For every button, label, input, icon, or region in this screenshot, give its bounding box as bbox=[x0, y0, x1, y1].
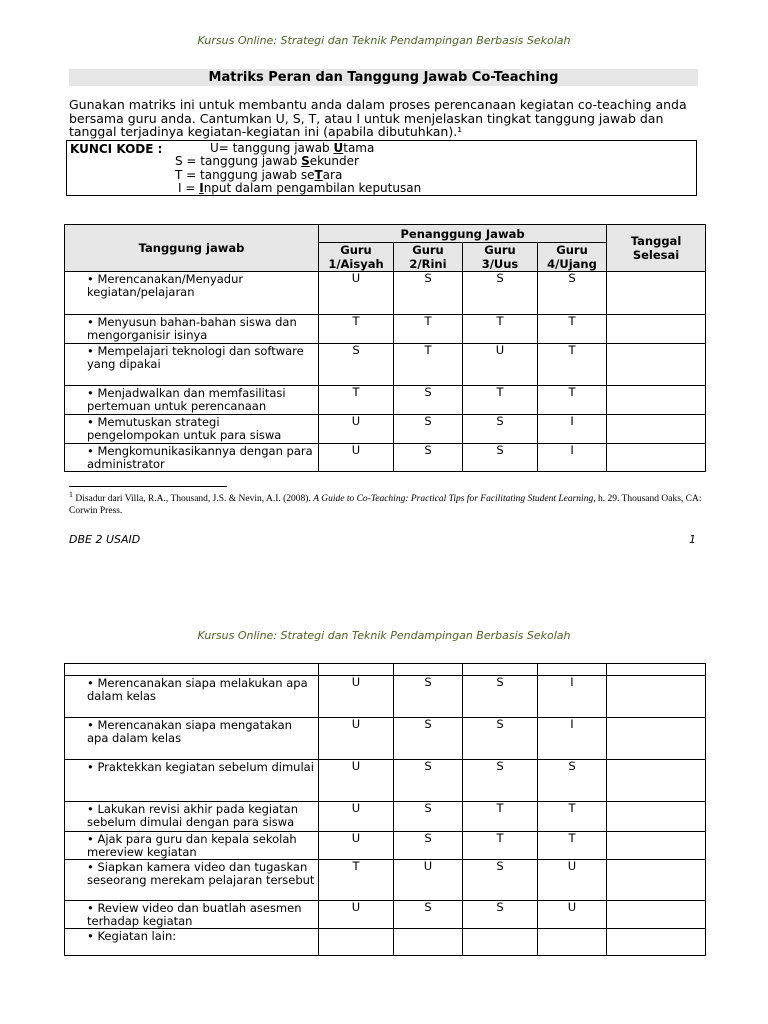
code-cell-teacher-3: S bbox=[463, 444, 538, 472]
responsibility-text: Merencanakan/Menyadur kegiatan/pelajaran bbox=[87, 272, 244, 299]
responsibility-text: Mengkomunikasikannya dengan para administrator bbox=[87, 444, 313, 471]
responsibility-text: Memutuskan strategi pengelompokan untuk para siswa bbox=[87, 415, 282, 442]
date-cell[interactable] bbox=[607, 901, 706, 929]
responsibility-matrix-page1 bbox=[64, 224, 706, 472]
code-cell-teacher-4: T bbox=[538, 802, 607, 832]
code-key-line: T = tanggung jawab seTara bbox=[175, 168, 343, 182]
code-cell-teacher-4: T bbox=[538, 315, 607, 344]
responsibility-text: Menyusun bahan-bahan siswa dan mengorganisir isinya bbox=[87, 315, 297, 342]
code-cell-teacher-4: U bbox=[538, 901, 607, 929]
responsibility-cell bbox=[65, 860, 319, 901]
responsibility-cell bbox=[65, 802, 319, 832]
code-cell-teacher-1: U bbox=[319, 676, 394, 718]
bullet-icon: • bbox=[87, 718, 98, 732]
responsibility-cell bbox=[65, 272, 319, 315]
code-cell-teacher-4: T bbox=[538, 386, 607, 415]
table-row bbox=[65, 760, 706, 802]
page-header: Kursus Online: Strategi dan Teknik Pendampingan Berbasis Sekolah bbox=[197, 629, 571, 642]
code-cell-teacher-3: S bbox=[463, 676, 538, 718]
code-cell-teacher-2: S bbox=[394, 272, 463, 315]
code-cell-teacher-3 bbox=[463, 929, 538, 956]
table-row bbox=[65, 272, 706, 315]
bullet-icon: • bbox=[87, 315, 98, 329]
page-header: Kursus Online: Strategi dan Teknik Pendampingan Berbasis Sekolah bbox=[197, 34, 571, 47]
intro-paragraph: Gunakan matriks ini untuk membantu anda dalam proses perencanaan kegiatan co-teaching anda bersama guru anda. Cantumkan U, S, T, atau I untuk menjelaskan tingkat tanggung jawab dan tanggal terjadinya kegiatan-kegiatan ini (apabila dibutuhkan).¹ bbox=[69, 97, 687, 139]
date-cell[interactable] bbox=[607, 272, 706, 315]
table-row bbox=[65, 929, 706, 956]
responsibility-text: Siapkan kamera video dan tugaskan seseorang merekam pelajaran tersebut bbox=[87, 860, 315, 887]
footnote-divider bbox=[69, 486, 227, 487]
responsibility-text: Review video dan buatlah asesmen terhadap kegiatan bbox=[87, 901, 302, 928]
responsibility-cell bbox=[65, 718, 319, 760]
code-cell-teacher-3: S bbox=[463, 415, 538, 444]
code-cell-teacher-3: S bbox=[463, 860, 538, 901]
header-teacher-1: Guru 1/Aisyah bbox=[319, 243, 394, 272]
bullet-icon: • bbox=[87, 802, 98, 816]
table-cell bbox=[463, 664, 538, 676]
code-cell-teacher-3: T bbox=[463, 832, 538, 860]
date-cell[interactable] bbox=[607, 760, 706, 802]
header-responsibility: Tanggung jawab bbox=[65, 225, 319, 272]
bullet-icon: • bbox=[87, 860, 98, 874]
table-row bbox=[65, 901, 706, 929]
code-cell-teacher-2: S bbox=[394, 802, 463, 832]
responsibility-cell bbox=[65, 444, 319, 472]
code-cell-teacher-4: S bbox=[538, 272, 607, 315]
code-cell-teacher-2: S bbox=[394, 718, 463, 760]
bullet-icon: • bbox=[87, 760, 98, 774]
table-cell bbox=[538, 664, 607, 676]
footer-label: DBE 2 USAID bbox=[69, 533, 141, 546]
responsibility-text: Praktekkan kegiatan sebelum dimulai bbox=[97, 760, 314, 774]
bullet-icon: • bbox=[87, 415, 98, 429]
table-row bbox=[65, 718, 706, 760]
responsibility-text: Lakukan revisi akhir pada kegiatan sebelum dimulai dengan para siswa bbox=[87, 802, 298, 829]
responsibility-cell bbox=[65, 315, 319, 344]
code-key-box bbox=[66, 140, 697, 196]
table-row bbox=[65, 832, 706, 860]
code-cell-teacher-4: I bbox=[538, 676, 607, 718]
code-key-line: U= tanggung jawab Utama bbox=[210, 141, 375, 155]
code-cell-teacher-1: T bbox=[319, 386, 394, 415]
page-number: 1 bbox=[689, 533, 696, 546]
code-cell-teacher-2: T bbox=[394, 315, 463, 344]
table-row bbox=[65, 676, 706, 718]
code-cell-teacher-3: S bbox=[463, 901, 538, 929]
responsibility-text: Ajak para guru dan kepala sekolah mereview kegiatan bbox=[87, 832, 297, 859]
code-cell-teacher-1: U bbox=[319, 415, 394, 444]
code-cell-teacher-1: U bbox=[319, 832, 394, 860]
code-cell-teacher-1: U bbox=[319, 901, 394, 929]
table-cell bbox=[319, 664, 394, 676]
code-cell-teacher-1: S bbox=[319, 344, 394, 386]
bullet-icon: • bbox=[87, 929, 98, 943]
code-cell-teacher-2: T bbox=[394, 344, 463, 386]
header-teacher-3: Guru 3/Uus bbox=[463, 243, 538, 272]
responsibility-cell bbox=[65, 415, 319, 444]
bullet-icon: • bbox=[87, 344, 98, 358]
code-cell-teacher-4: I bbox=[538, 444, 607, 472]
responsibility-text: Merencanakan siapa melakukan apa dalam kelas bbox=[87, 676, 308, 703]
code-cell-teacher-2: U bbox=[394, 860, 463, 901]
code-cell-teacher-2: S bbox=[394, 832, 463, 860]
code-cell-teacher-1: U bbox=[319, 802, 394, 832]
code-cell-teacher-4: S bbox=[538, 760, 607, 802]
date-cell[interactable] bbox=[607, 718, 706, 760]
code-cell-teacher-1: U bbox=[319, 760, 394, 802]
date-cell[interactable] bbox=[607, 832, 706, 860]
header-responsible-party: Penanggung Jawab bbox=[319, 225, 607, 243]
code-cell-teacher-3: S bbox=[463, 760, 538, 802]
code-cell-teacher-4: T bbox=[538, 344, 607, 386]
date-cell[interactable] bbox=[607, 386, 706, 415]
footnote: $^1$ Disadur dari Villa, R.A., Thousand, J.S. & Nevin, A.I. (2008). A Guide to Co-Teaching: Practical Tips for Facilitating Student Learning, h. 29. Thousand Oaks, CA: Corwin Press. bbox=[69, 490, 702, 517]
table-row bbox=[65, 444, 706, 472]
code-key-heading: KUNCI KODE : bbox=[70, 142, 163, 156]
code-cell-teacher-3: U bbox=[463, 344, 538, 386]
table-cell bbox=[65, 664, 319, 676]
bullet-icon: • bbox=[87, 444, 98, 458]
document-title: Matriks Peran dan Tanggung Jawab Co-Teaching bbox=[69, 69, 698, 86]
responsibility-cell bbox=[65, 901, 319, 929]
responsibility-cell bbox=[65, 929, 319, 956]
code-cell-teacher-3: S bbox=[463, 272, 538, 315]
code-cell-teacher-3: T bbox=[463, 802, 538, 832]
code-cell-teacher-2: S bbox=[394, 415, 463, 444]
table-row bbox=[65, 664, 706, 676]
code-key-line: S = tanggung jawab Sekunder bbox=[175, 154, 359, 168]
code-cell-teacher-1: U bbox=[319, 444, 394, 472]
responsibility-cell bbox=[65, 344, 319, 386]
table-cell bbox=[394, 664, 463, 676]
bullet-icon: • bbox=[87, 832, 98, 846]
table-row bbox=[65, 415, 706, 444]
code-cell-teacher-4: I bbox=[538, 718, 607, 760]
table-row bbox=[65, 860, 706, 901]
code-cell-teacher-1: U bbox=[319, 718, 394, 760]
table-cell bbox=[607, 664, 706, 676]
code-cell-teacher-2: S bbox=[394, 386, 463, 415]
code-cell-teacher-4: T bbox=[538, 832, 607, 860]
date-cell[interactable] bbox=[607, 802, 706, 832]
responsibility-text: Merencanakan siapa mengatakan apa dalam kelas bbox=[87, 718, 292, 745]
responsibility-cell bbox=[65, 760, 319, 802]
code-cell-teacher-3: T bbox=[463, 315, 538, 344]
code-cell-teacher-1 bbox=[319, 929, 394, 956]
date-cell[interactable] bbox=[607, 415, 706, 444]
code-cell-teacher-3: T bbox=[463, 386, 538, 415]
responsibility-cell bbox=[65, 832, 319, 860]
header-teacher-4: Guru 4/Ujang bbox=[538, 243, 607, 272]
date-cell[interactable] bbox=[607, 344, 706, 386]
header-completion-date: Tanggal Selesai bbox=[607, 225, 706, 272]
responsibility-matrix-page2 bbox=[64, 663, 706, 956]
table-row bbox=[65, 315, 706, 344]
table-row bbox=[65, 344, 706, 386]
code-cell-teacher-2: S bbox=[394, 901, 463, 929]
date-cell[interactable] bbox=[607, 444, 706, 472]
code-cell-teacher-2: S bbox=[394, 676, 463, 718]
bullet-icon: • bbox=[87, 386, 98, 400]
date-cell[interactable] bbox=[607, 315, 706, 344]
code-cell-teacher-4: U bbox=[538, 860, 607, 901]
code-cell-teacher-1: T bbox=[319, 315, 394, 344]
date-cell[interactable] bbox=[607, 929, 706, 956]
table-row bbox=[65, 386, 706, 415]
code-cell-teacher-2 bbox=[394, 929, 463, 956]
header-teacher-2: Guru 2/Rini bbox=[394, 243, 463, 272]
bullet-icon: • bbox=[87, 676, 98, 690]
code-cell-teacher-2: S bbox=[394, 760, 463, 802]
code-cell-teacher-4: I bbox=[538, 415, 607, 444]
code-cell-teacher-1: U bbox=[319, 272, 394, 315]
date-cell[interactable] bbox=[607, 676, 706, 718]
bullet-icon: • bbox=[87, 901, 98, 915]
code-cell-teacher-2: S bbox=[394, 444, 463, 472]
responsibility-cell bbox=[65, 386, 319, 415]
date-cell[interactable] bbox=[607, 860, 706, 901]
bullet-icon: • bbox=[87, 272, 98, 286]
responsibility-text: Kegiatan lain: bbox=[97, 929, 177, 943]
code-cell-teacher-1: T bbox=[319, 860, 394, 901]
code-key-line: I = Input dalam pengambilan keputusan bbox=[178, 181, 422, 195]
responsibility-cell bbox=[65, 676, 319, 718]
code-cell-teacher-3: S bbox=[463, 718, 538, 760]
responsibility-text: Menjadwalkan dan memfasilitasi pertemuan untuk perencanaan bbox=[87, 386, 286, 413]
table-row bbox=[65, 802, 706, 832]
responsibility-text: Mempelajari teknologi dan software yang dipakai bbox=[87, 344, 304, 371]
code-cell-teacher-4 bbox=[538, 929, 607, 956]
